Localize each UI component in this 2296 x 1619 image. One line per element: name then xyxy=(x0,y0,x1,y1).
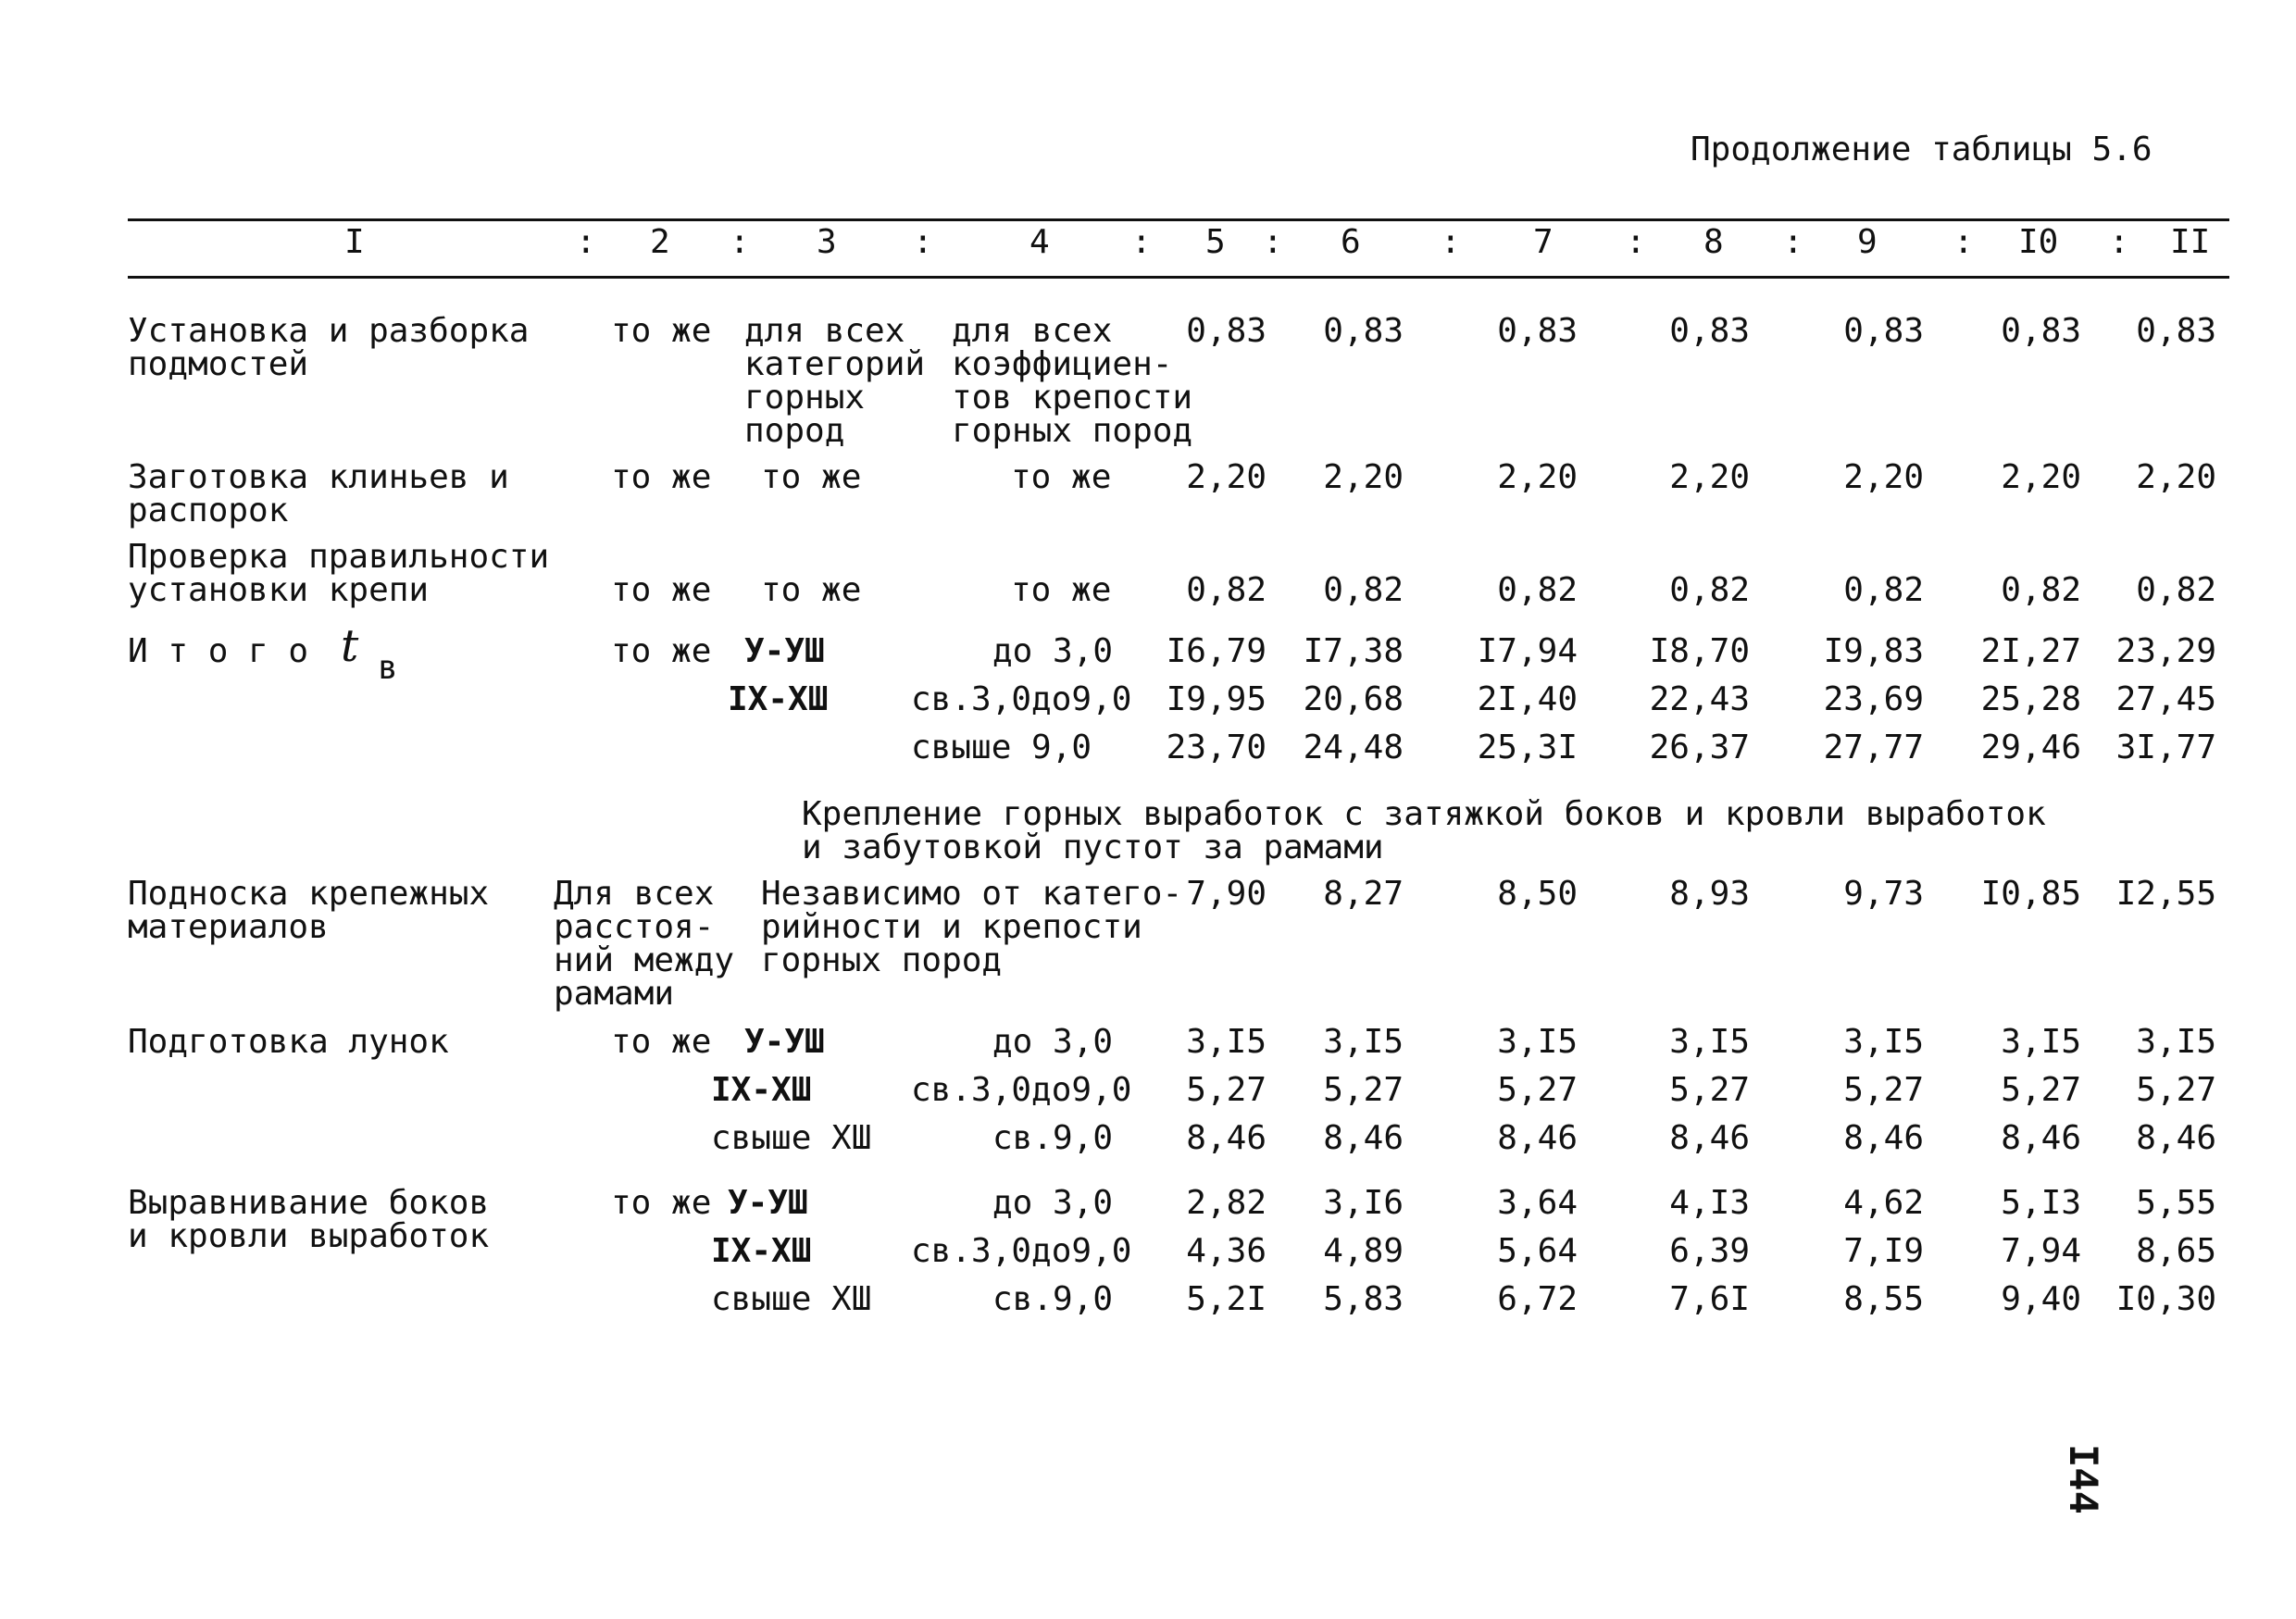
value-cell: 25,28 xyxy=(1980,680,2081,718)
cell-col4: св.3,0до9,0 xyxy=(911,1232,1132,1270)
value-cell: 2,20 xyxy=(1497,458,1578,496)
value-cell: 5,27 xyxy=(2136,1071,2216,1109)
value-cell: 9,40 xyxy=(2001,1280,2081,1318)
cell-col3: для всех xyxy=(744,312,905,350)
value-cell: 25,3I xyxy=(1477,729,1578,766)
header-sep: : xyxy=(2109,223,2129,261)
header-sep: : xyxy=(1953,223,1974,261)
cell-col4: св.3,0до9,0 xyxy=(911,680,1132,718)
value-cell: 3,I5 xyxy=(1497,1023,1578,1061)
value-cell: I2,55 xyxy=(2115,875,2216,913)
row-label: Установка и разборка xyxy=(128,312,530,350)
value-cell: I8,70 xyxy=(1649,632,1750,670)
cell-col4: до 3,0 xyxy=(992,1184,1114,1222)
row-label: подмостей xyxy=(128,345,309,383)
table-caption: Продолжение таблицы 5.6 xyxy=(1691,131,2152,168)
value-cell: 5,27 xyxy=(1186,1071,1267,1109)
value-cell: 8,93 xyxy=(1669,875,1750,913)
row-label: и кровли выработок xyxy=(128,1217,490,1255)
cell-col3: то же xyxy=(761,458,862,496)
value-cell: 8,27 xyxy=(1323,875,1404,913)
value-cell: 2I,27 xyxy=(1980,632,2081,670)
cell-col4: до 3,0 xyxy=(992,1023,1114,1061)
value-cell: 0,83 xyxy=(1669,312,1750,350)
cell-col2: то же xyxy=(611,1184,712,1222)
value-cell: 0,83 xyxy=(2136,312,2216,350)
total-label: И т о г о xyxy=(128,632,309,670)
value-cell: 2,20 xyxy=(1323,458,1404,496)
section-title: Крепление горных выработок с затяжкой боков и кровли выработок xyxy=(802,795,2046,833)
cell-col34: Независимо от катего- xyxy=(761,875,1183,913)
cell-col2: Для всех xyxy=(554,875,715,913)
cell-col2: расстоя- xyxy=(554,908,715,946)
section-title: и забутовкой пустот за рамами xyxy=(802,828,1384,866)
value-cell: 2,20 xyxy=(2136,458,2216,496)
value-cell: 8,65 xyxy=(2136,1232,2216,1270)
value-cell: 3,I5 xyxy=(1186,1023,1267,1061)
value-cell: I7,94 xyxy=(1477,632,1578,670)
value-cell: 8,46 xyxy=(1497,1119,1578,1157)
value-cell: 23,29 xyxy=(2115,632,2216,670)
cell-col3: У-УШ xyxy=(744,632,825,670)
header-sep: : xyxy=(913,223,933,261)
value-cell: 24,48 xyxy=(1303,729,1404,766)
cell-col2: то же xyxy=(611,632,712,670)
value-cell: 0,83 xyxy=(2001,312,2081,350)
value-cell: 8,55 xyxy=(1843,1280,1924,1318)
value-cell: 2,20 xyxy=(1843,458,1924,496)
row-label: Заготовка клиньев и xyxy=(128,458,509,496)
value-cell: 9,73 xyxy=(1843,875,1924,913)
value-cell: 3,64 xyxy=(1497,1184,1578,1222)
value-cell: 3I,77 xyxy=(2115,729,2216,766)
value-cell: 0,82 xyxy=(1186,571,1267,609)
cell-col3: горных xyxy=(744,379,866,417)
header-col-11: II xyxy=(2170,223,2211,261)
cell-col4: св.9,0 xyxy=(992,1119,1114,1157)
cell-col4: коэффициен- xyxy=(952,345,1173,383)
header-col-2: 2 xyxy=(650,223,670,261)
value-cell: I0,85 xyxy=(1980,875,2081,913)
cell-col3: IХ-ХШ xyxy=(711,1071,812,1109)
value-cell: 2I,40 xyxy=(1477,680,1578,718)
header-sep: : xyxy=(1783,223,1803,261)
value-cell: 5,27 xyxy=(1497,1071,1578,1109)
value-cell: 27,77 xyxy=(1823,729,1924,766)
value-cell: I7,38 xyxy=(1303,632,1404,670)
value-cell: 8,46 xyxy=(1323,1119,1404,1157)
header-col-7: 7 xyxy=(1533,223,1554,261)
value-cell: 4,62 xyxy=(1843,1184,1924,1222)
value-cell: 4,36 xyxy=(1186,1232,1267,1270)
header-top-rule xyxy=(128,218,2229,221)
value-cell: 4,89 xyxy=(1323,1232,1404,1270)
value-cell: 0,82 xyxy=(1497,571,1578,609)
cell-col34: рийности и крепости xyxy=(761,908,1142,946)
header-sep: : xyxy=(576,223,596,261)
value-cell: 0,82 xyxy=(1669,571,1750,609)
value-cell: 5,27 xyxy=(1669,1071,1750,1109)
cell-col4: свыше 9,0 xyxy=(911,729,1092,766)
value-cell: 0,82 xyxy=(1323,571,1404,609)
cell-col2: то же xyxy=(611,458,712,496)
value-cell: 5,55 xyxy=(2136,1184,2216,1222)
header-sep: : xyxy=(1626,223,1646,261)
cell-col3: пород xyxy=(744,412,845,450)
value-cell: 23,70 xyxy=(1166,729,1267,766)
value-cell: 5,27 xyxy=(2001,1071,2081,1109)
value-cell: 7,I9 xyxy=(1843,1232,1924,1270)
cell-col3: У-УШ xyxy=(744,1023,825,1061)
value-cell: 8,46 xyxy=(1669,1119,1750,1157)
value-cell: 8,50 xyxy=(1497,875,1578,913)
value-cell: 0,83 xyxy=(1843,312,1924,350)
cell-col3: IХ-ХШ xyxy=(728,680,829,718)
value-cell: 7,6I xyxy=(1669,1280,1750,1318)
row-label: распорок xyxy=(128,492,289,529)
row-label: Выравнивание боков xyxy=(128,1184,490,1222)
header-sep: : xyxy=(1131,223,1152,261)
cell-col2: рамами xyxy=(554,975,675,1013)
value-cell: 5,27 xyxy=(1843,1071,1924,1109)
row-label: Проверка правильности xyxy=(128,538,550,576)
value-cell: I9,95 xyxy=(1166,680,1267,718)
value-cell: 2,82 xyxy=(1186,1184,1267,1222)
value-cell: 22,43 xyxy=(1649,680,1750,718)
cell-col4: св.9,0 xyxy=(992,1280,1114,1318)
value-cell: 3,I5 xyxy=(1843,1023,1924,1061)
cell-col3: свыше ХШ xyxy=(711,1280,872,1318)
cell-col34: горных пород xyxy=(761,941,1003,979)
total-symbol: t xyxy=(341,620,359,672)
cell-col4: то же xyxy=(1011,571,1112,609)
value-cell: 6,72 xyxy=(1497,1280,1578,1318)
value-cell: 8,46 xyxy=(1186,1119,1267,1157)
value-cell: 0,82 xyxy=(2001,571,2081,609)
row-label: Подноска крепежных xyxy=(128,875,490,913)
cell-col4: св.3,0до9,0 xyxy=(911,1071,1132,1109)
cell-col2: ний между xyxy=(554,941,735,979)
header-col-6: 6 xyxy=(1341,223,1361,261)
header-col-1: I xyxy=(344,223,365,261)
value-cell: I9,83 xyxy=(1823,632,1924,670)
header-col-4: 4 xyxy=(1029,223,1050,261)
header-col-3: 3 xyxy=(817,223,837,261)
value-cell: 7,94 xyxy=(2001,1232,2081,1270)
cell-col3: IХ-ХШ xyxy=(711,1232,812,1270)
value-cell: 3,I6 xyxy=(1323,1184,1404,1222)
row-label: Подготовка лунок xyxy=(128,1023,449,1061)
value-cell: 0,83 xyxy=(1323,312,1404,350)
value-cell: 5,2I xyxy=(1186,1280,1267,1318)
cell-col2: то же xyxy=(611,571,712,609)
header-sep: : xyxy=(1441,223,1461,261)
cell-col2: то же xyxy=(611,1023,712,1061)
header-bottom-rule xyxy=(128,276,2229,279)
value-cell: 0,82 xyxy=(2136,571,2216,609)
value-cell: 8,46 xyxy=(2001,1119,2081,1157)
value-cell: 5,64 xyxy=(1497,1232,1578,1270)
value-cell: 5,83 xyxy=(1323,1280,1404,1318)
cell-col4: для всех xyxy=(952,312,1113,350)
value-cell: 0,83 xyxy=(1497,312,1578,350)
cell-col3: У-УШ xyxy=(728,1184,808,1222)
value-cell: 3,I5 xyxy=(2136,1023,2216,1061)
page-number: I44 xyxy=(2061,1444,2106,1514)
row-label: материалов xyxy=(128,908,329,946)
value-cell: 3,I5 xyxy=(2001,1023,2081,1061)
value-cell: 26,37 xyxy=(1649,729,1750,766)
value-cell: 20,68 xyxy=(1303,680,1404,718)
cell-col4: то же xyxy=(1011,458,1112,496)
value-cell: 3,I5 xyxy=(1323,1023,1404,1061)
value-cell: 23,69 xyxy=(1823,680,1924,718)
cell-col3: то же xyxy=(761,571,862,609)
value-cell: 5,27 xyxy=(1323,1071,1404,1109)
value-cell: 6,39 xyxy=(1669,1232,1750,1270)
cell-col4: тов крепости xyxy=(952,379,1193,417)
value-cell: I0,30 xyxy=(2115,1280,2216,1318)
row-label: установки крепи xyxy=(128,571,430,609)
value-cell: I6,79 xyxy=(1166,632,1267,670)
value-cell: 0,82 xyxy=(1843,571,1924,609)
value-cell: 2,20 xyxy=(2001,458,2081,496)
header-col-5: 5 xyxy=(1205,223,1226,261)
value-cell: 2,20 xyxy=(1669,458,1750,496)
value-cell: 8,46 xyxy=(2136,1119,2216,1157)
cell-col4: до 3,0 xyxy=(992,632,1114,670)
header-col-9: 9 xyxy=(1857,223,1878,261)
header-col-10: I0 xyxy=(2018,223,2059,261)
cell-col4: горных пород xyxy=(952,412,1193,450)
value-cell: 5,I3 xyxy=(2001,1184,2081,1222)
value-cell: 7,90 xyxy=(1186,875,1267,913)
cell-col3: свыше ХШ xyxy=(711,1119,872,1157)
total-symbol-subscript: в xyxy=(378,649,398,687)
header-sep: : xyxy=(730,223,750,261)
header-col-8: 8 xyxy=(1703,223,1724,261)
value-cell: 0,83 xyxy=(1186,312,1267,350)
value-cell: 8,46 xyxy=(1843,1119,1924,1157)
cell-col3: категорий xyxy=(744,345,926,383)
value-cell: 2,20 xyxy=(1186,458,1267,496)
cell-col2: то же xyxy=(611,312,712,350)
header-sep: : xyxy=(1263,223,1283,261)
value-cell: 4,I3 xyxy=(1669,1184,1750,1222)
value-cell: 27,45 xyxy=(2115,680,2216,718)
value-cell: 3,I5 xyxy=(1669,1023,1750,1061)
value-cell: 29,46 xyxy=(1980,729,2081,766)
